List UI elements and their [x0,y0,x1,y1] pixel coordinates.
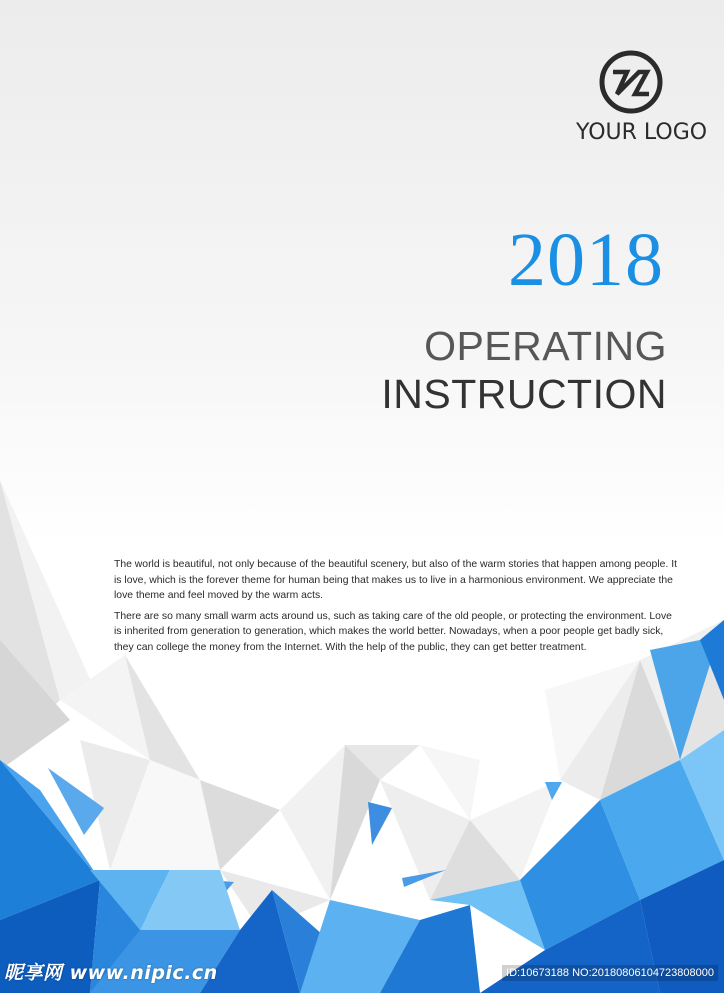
watermark-id: ID:10673188 NO:20180806104723808000 [502,965,718,981]
logo-text: YOUR LOGO [576,120,708,145]
logo [576,50,708,145]
title-line-1: OPERATING [424,323,667,369]
body-text [114,557,680,661]
lightning-circle-logo-icon [599,50,663,114]
body-paragraph-2: There are so many small warm acts around us, such as taking care of the old people, or protecting the environment. Love is inherited from generation to generation, which makes the world better. Nowadays, when a poor people get badly sick, they can college the money from the Internet. With the help of the public, they can get better treatment. [114,610,672,653]
title-line-2: INSTRUCTION [381,371,667,417]
body-paragraph-1: The world is beautiful, not only because of the beautiful scenery, but also of the warm stories that happen among people. It is love, which is the forever theme for human being that makes us to live in a harmonious environment. We appreciate the love theme and feel moved by the warm acts. [114,559,677,602]
document-title [381,322,667,418]
year-heading: 2018 [508,218,664,302]
watermark-site: 昵享网 www.nipic.cn [4,962,218,984]
